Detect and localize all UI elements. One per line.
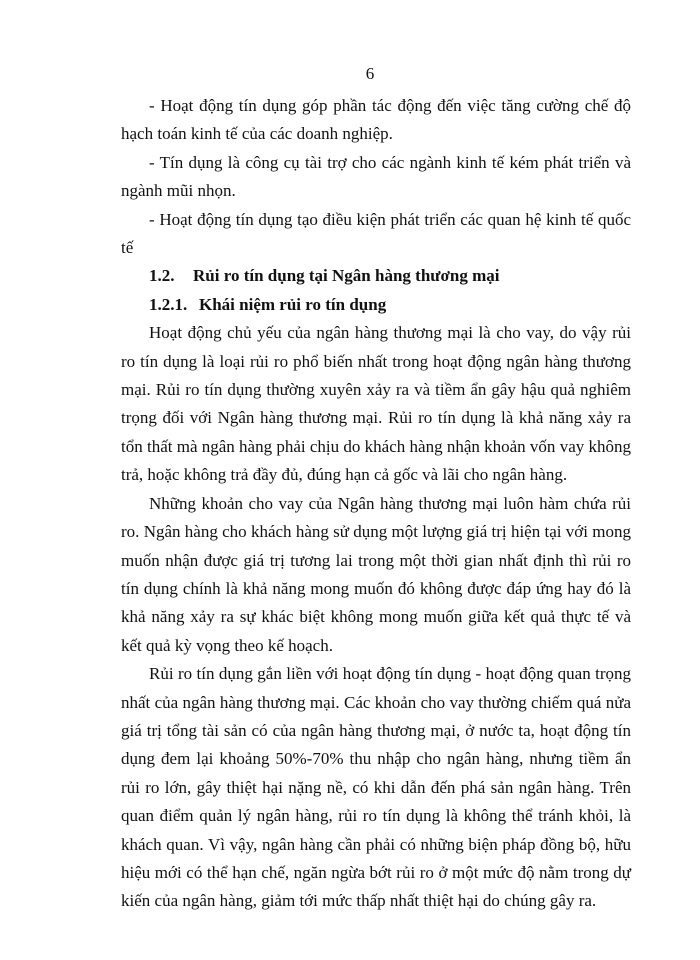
- subsection-number: 1.2.1.: [149, 294, 188, 314]
- bullet-paragraph-1: - Hoạt động tín dụng góp phần tác động đến việc tăng cường chế độ hạch toán kinh tế của các doanh nghiệp.: [121, 96, 631, 144]
- subsection-heading: [121, 291, 631, 319]
- body-paragraph-1: Hoạt động chủ yếu của ngân hàng thương mại là cho vay, do vậy rủi ro tín dụng là loại rủi ro phổ biến nhất trong hoạt động ngân hàng thương mại. Rủi ro tín dụng thường xuyên xảy ra và tiềm ẩn gây hậu quả nghiêm trọng đối với Ngân hàng thương mại. Rủi ro tín dụng là khả năng xảy ra tổn thất mà ngân hàng phải chịu do khách hàng nhận khoản vốn vay không trả, hoặc không trả đầy đủ, đúng hạn cả gốc và lãi cho ngân hàng.: [121, 323, 631, 485]
- section-number: 1.2.: [149, 266, 175, 286]
- page-content: [121, 92, 631, 916]
- bullet-paragraph-3: - Hoạt động tín dụng tạo điều kiện phát triển các quan hệ kinh tế quốc tế: [121, 209, 631, 258]
- section-heading: [121, 262, 631, 290]
- body-paragraph-3: Rủi ro tín dụng gắn liền với hoạt động tín dụng - hoạt động quan trọng nhất của ngân hàng thương mại. Các khoản cho vay thường chiếm quá nửa giá trị tổng tài sản có của ngân hàng thương mại, ở nước ta, hoạt động tín dụng đem lại khoảng 50%-70% thu nhập cho ngân hàng, nhưng tiềm ẩn rủi ro lớn, gây thiệt hại nặng nề, có khi dẫn đến phá sản ngân hàng. Trên quan điểm quản lý ngân hàng, rủi ro tín dụng là không thể tránh khỏi, là khách quan. Vì vậy, ngân hàng cần phải có những biện pháp đồng bộ, hữu hiệu mới có thể hạn chế, ngăn ngừa bớt rủi ro ở một mức độ nằm trong dự kiến của ngân hàng, giảm tới mức thấp nhất thiệt hại do chúng gây ra.: [121, 664, 631, 911]
- bullet-paragraph-2: - Tín dụng là công cụ tài trợ cho các ngành kinh tế kém phát triển và ngành mũi nhọn.: [121, 152, 631, 201]
- page-number: 6: [365, 64, 375, 83]
- body-paragraph-2: Những khoản cho vay của Ngân hàng thương mại luôn hàm chứa rủi ro. Ngân hàng cho khách hàng sử dụng một lượng giá trị hiện tại với mong muốn nhận được giá trị tương lai trong một thời gian nhất định thì rủi ro tín dụng chính là khả năng mong muốn đó không được đáp ứng hay đó là khả năng xảy ra sự khác biệt không mong muốn giữa kết quả thực tế và kết quả kỳ vọng theo kế hoạch.: [121, 493, 631, 655]
- section-title: Rủi ro tín dụng tại Ngân hàng thương mại: [193, 266, 500, 286]
- subsection-title: Khái niệm rủi ro tín dụng: [199, 294, 387, 314]
